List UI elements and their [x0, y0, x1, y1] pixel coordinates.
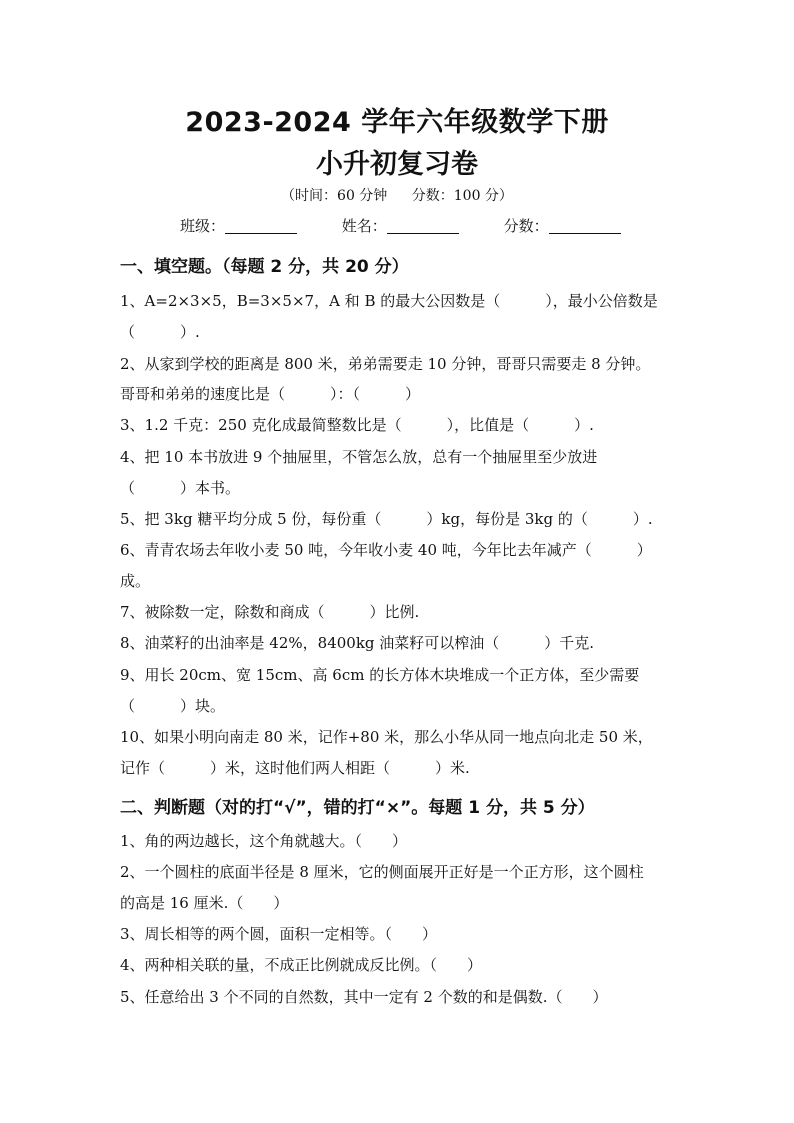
exam-title: 2023-2024 学年六年级数学下册 — [185, 107, 609, 138]
question-line: 10、如果小明向南走 80 米，记作+80 米，那么小华从同一地点向北走 50 米， — [120, 728, 653, 746]
class-label: 班级： — [180, 217, 226, 235]
section-fill-in-title: 一、填空题。（每题 2 分，共 20 分） — [120, 257, 409, 277]
question-line: 记作（ ）米，这时他们两人相距（ ）米. — [120, 759, 470, 777]
question-line: 5、把 3kg 糖平均分成 5 份，每份重（ ）kg，每份是 3kg 的（ ）. — [120, 510, 653, 528]
question-line: 成。 — [120, 572, 151, 590]
question-line: 4、两种相关联的量，不成正比例就成反比例。（ ） — [120, 956, 483, 974]
question-line: 9、用长 20cm、宽 15cm、高 6cm 的长方体木块堆成一个正方体，至少需要 — [120, 666, 640, 684]
score-label: 分数： — [503, 217, 549, 235]
question-line: 2、从家到学校的距离是 800 米，弟弟需要走 10 分钟，哥哥只需要走 8 分钟。 — [120, 355, 651, 373]
question-line: 1、A=2×3×5，B=3×5×7，A 和 B 的最大公因数是（ ），最小公倍数是 — [120, 292, 658, 310]
exam-meta — [0, 185, 794, 205]
name-blank[interactable] — [387, 218, 459, 234]
time-label: （时间：60 分钟 — [281, 188, 388, 204]
question-line: 7、被除数一定，除数和商成（ ）比例. — [120, 603, 420, 621]
question-line: 2、一个圆柱的底面半径是 8 厘米，它的侧面展开正好是一个正方形，这个圆柱 — [120, 863, 644, 881]
student-info-row — [180, 215, 661, 236]
name-label: 姓名： — [341, 217, 387, 235]
class-blank[interactable] — [225, 218, 297, 234]
question-line: 3、周长相等的两个圆，面积一定相等。（ ） — [120, 925, 438, 943]
question-line: （ ）. — [120, 323, 200, 341]
question-line: 5、任意给出 3 个不同的自然数，其中一定有 2 个数的和是偶数.（ ） — [120, 988, 608, 1006]
score-blank[interactable] — [549, 218, 621, 234]
exam-subtitle: 小升初复习卷 — [316, 149, 478, 180]
question-line: 的高是 16 厘米.（ ） — [120, 894, 289, 912]
question-line: （ ）本书。 — [120, 479, 241, 497]
question-line: 1、角的两边越长，这个角就越大。（ ） — [120, 832, 408, 850]
question-line: 4、把 10 本书放进 9 个抽屉里，不管怎么放，总有一个抽屉里至少放进 — [120, 448, 598, 466]
total-score-label: 分数：100 分） — [411, 188, 513, 204]
question-line: 哥哥和弟弟的速度比是（ ）：（ ） — [120, 385, 421, 403]
question-line: （ ）块。 — [120, 697, 226, 715]
question-line: 6、青青农场去年收小麦 50 吨，今年收小麦 40 吨，今年比去年减产（ ） — [120, 541, 652, 559]
question-line: 3、1.2 千克：250 克化成最简整数比是（ ），比值是（ ）. — [120, 416, 594, 434]
section-judgement-title: 二、判断题（对的打“√”，错的打“×”。每题 1 分，共 5 分） — [120, 798, 595, 818]
question-line: 8、油菜籽的出油率是 42%，8400kg 油菜籽可以榨油（ ）千克. — [120, 634, 595, 652]
